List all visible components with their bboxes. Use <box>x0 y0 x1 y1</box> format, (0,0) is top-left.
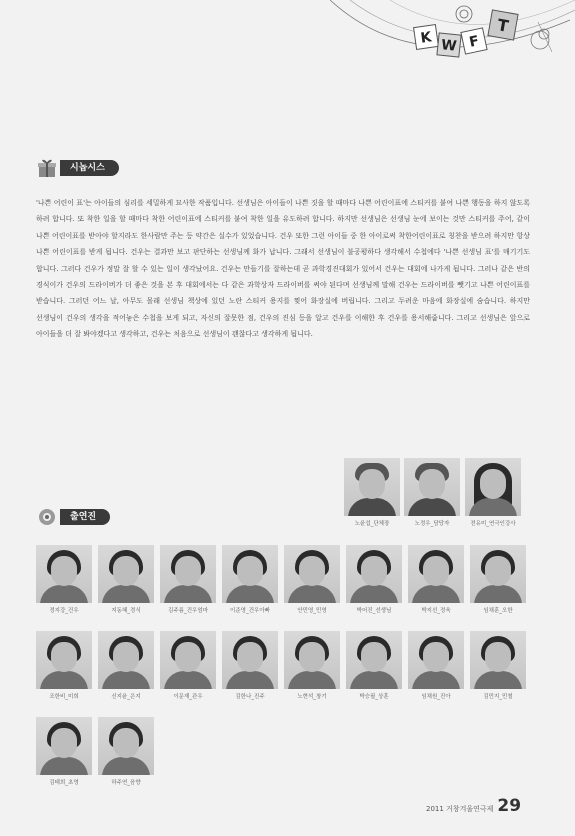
headshot-photo <box>404 458 460 516</box>
cast-member <box>98 545 154 614</box>
page-number: 29 <box>497 796 522 816</box>
cast-member <box>98 717 154 786</box>
headshot-photo <box>222 631 278 689</box>
headshot-photo <box>36 717 92 775</box>
headshot-photo <box>222 545 278 603</box>
headshot-photo <box>465 458 521 516</box>
headshot-photo <box>160 631 216 689</box>
cast-caption: 조한비_미희 <box>49 694 79 700</box>
cast-caption: 노윤섭_단체장 <box>354 521 390 527</box>
headshot-photo <box>408 545 464 603</box>
headshot-photo <box>98 545 154 603</box>
synopsis-title: 시놉시스 <box>60 160 119 176</box>
cast-member <box>465 458 521 527</box>
headshot-photo <box>346 545 402 603</box>
cast-header <box>36 506 110 528</box>
headshot-photo <box>470 545 526 603</box>
cast-caption: 김민지_민철 <box>483 694 513 700</box>
cast-member <box>284 631 340 700</box>
cast-member <box>160 545 216 614</box>
cast-caption: 김주름_건우엄마 <box>168 608 208 614</box>
cast-member <box>284 545 340 614</box>
cast-member <box>408 545 464 614</box>
page-footer <box>426 796 521 816</box>
cast-caption: 안민영_민영 <box>297 608 327 614</box>
cast-member <box>98 631 154 700</box>
cast-member <box>222 631 278 700</box>
gift-icon <box>36 157 58 179</box>
cast-caption: 김태희_초영 <box>49 780 79 786</box>
cast-member <box>470 631 526 700</box>
headshot-photo <box>98 717 154 775</box>
cast-caption: 박승필_상훈 <box>359 694 389 700</box>
cast-caption: 신지윤_은지 <box>111 694 141 700</box>
cast-caption: 박어진_선생님 <box>356 608 392 614</box>
header-letter-w: W <box>440 37 458 55</box>
cast-member <box>36 717 92 786</box>
cast-member <box>346 545 402 614</box>
headshot-photo <box>284 545 340 603</box>
cast-member <box>222 545 278 614</box>
headshot-photo <box>408 631 464 689</box>
cast-member <box>408 631 464 700</box>
headshot-photo <box>284 631 340 689</box>
cast-member <box>346 631 402 700</box>
headshot-photo <box>160 545 216 603</box>
headshot-photo <box>36 545 92 603</box>
cast-member <box>36 631 92 700</box>
cast-caption: 하주연_음향 <box>111 780 141 786</box>
headshot-photo <box>36 631 92 689</box>
cast-member <box>344 458 400 527</box>
cast-caption: 김한나_진주 <box>235 694 265 700</box>
footer-festival-name: 2011 거창겨울연극제 <box>426 805 494 813</box>
cast-caption: 이문재_관우 <box>173 694 203 700</box>
cast-member <box>404 458 460 527</box>
header-letter-t: T <box>495 15 510 36</box>
headshot-photo <box>344 458 400 516</box>
cast-caption: 지동혜_경식 <box>111 608 141 614</box>
synopsis-body: '나쁜 어린이 표'는 아이들의 심리를 세밀하게 묘사한 작품입니다. 선생님은 아이들이 나쁜 짓을 할 때마다 나쁜 어린이표에 스티커를 붙여 나쁜 행동을 하지 않도록 하려 합니다. 또 착한 일을 할 때마다 착한 어린이표에 스티커를 붙여 착한 일을 유도하려 합니다. 하지만 선생님은 선생님 눈에 보이는 것만 스티커를 주어, 같이 나쁜 어린이표를 받아야 할지라도 한사람만 주는 등 약간은 실수가 있었습니다. 건우 또한 그런 아이들 중 한 아이로써 착한어린이표로 칭찬을 받으려 하지만 항상 나쁜 어린이표를 받게 됩니다. 건우는 결과만 보고 판단하는 선생님께 화가 납니다. 그래서 선생님이 불공평하다 생각해서 수첩에다 '나쁜 선생님 표'를 매기기도 합니다. 그러다 건우가 정말 잘 할 수 있는 일이 생각났어요. 건우는 만들기를 잘하는데 곧 과학경진대회가 있어서 건우는 대회에 나가게 됩니다. 그러나 같은 반의 경식이가 건우의 드라이버가 더 좋은 것을 본 후 대회에서는 다 같은 과학상자 드라이버를 써야 된다며 선생님께 말해 건우는 드라이버를 뺏기고 나쁜 어린이표를 받습니다. 그러던 어느 날, 아무도 몰래 선생님 책상에 있던 노란 스티커 용지를 찢어 화장실에 버립니다. 그리고 두려운 마음에 화장실에 숨습니다. 하지만 선생님이 건우의 생각을 적어놓은 수첩을 보게 되고, 자신의 잘못한 점, 건우의 진심 등을 알고 건우를 이해한 후 건우를 용서해줍니다. 그리고 선생님은 앞으로 아이들을 더 잘 봐야겠다고 생각하고, 건우는 처음으로 선생님이 괜찮다고 생각하게 됩니다. <box>36 199 530 339</box>
cast-caption: 임채훈_오한 <box>483 608 513 614</box>
cast-member <box>470 545 526 614</box>
header-letter-k: K <box>419 29 433 47</box>
cast-caption: 이준영_건우아빠 <box>230 608 270 614</box>
headshot-photo <box>346 631 402 689</box>
header-letter-f: F <box>467 33 481 51</box>
cast-caption: 정지강_건우 <box>49 608 79 614</box>
cast-title: 출연진 <box>60 509 110 525</box>
cast-caption: 전유미_연극인강사 <box>470 521 516 527</box>
headshot-photo <box>98 631 154 689</box>
header-decoration <box>330 0 575 80</box>
cast-caption: 노현석_창기 <box>297 694 327 700</box>
cast-member <box>160 631 216 700</box>
flower-icon <box>36 506 58 528</box>
cast-caption: 임채원_진아 <box>421 694 451 700</box>
cast-caption: 박지선_정욱 <box>421 608 451 614</box>
cast-member <box>36 545 92 614</box>
synopsis-header <box>36 157 119 179</box>
headshot-photo <box>470 631 526 689</box>
cast-caption: 노정우_담당자 <box>414 521 450 527</box>
